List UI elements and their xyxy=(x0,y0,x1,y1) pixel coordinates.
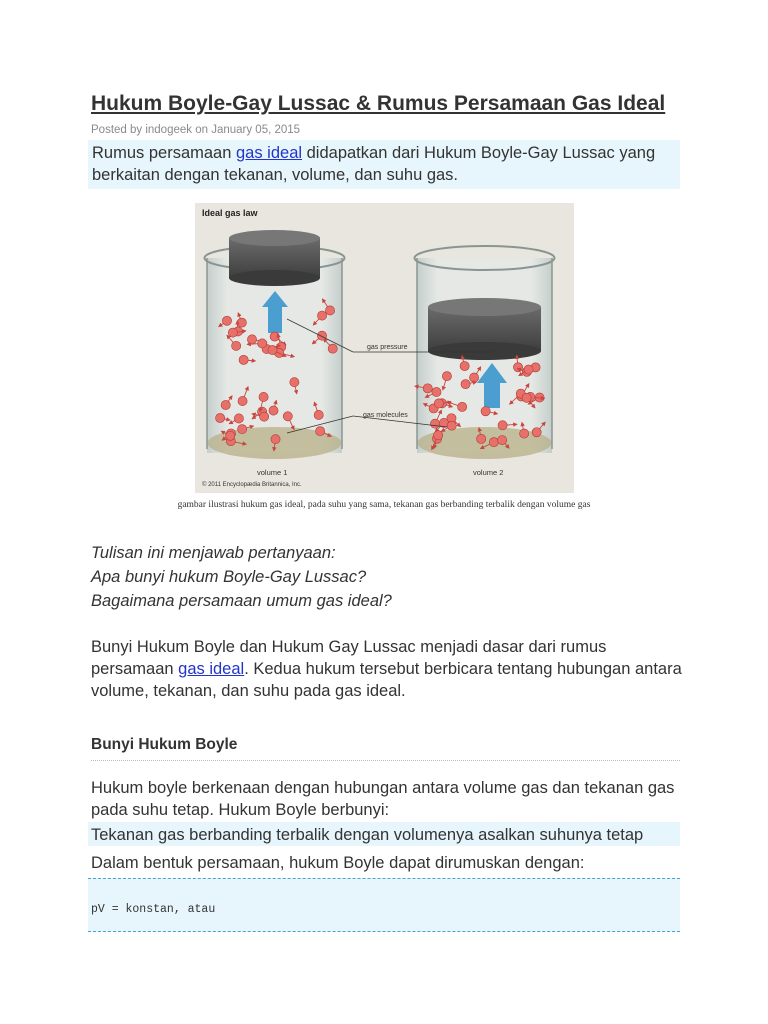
questions-line-2: Apa bunyi hukum Boyle-Gay Lussac? xyxy=(91,568,367,586)
gas-molecule xyxy=(290,378,299,387)
ideal-gas-law-figure xyxy=(195,203,574,493)
questions-line-3: Bagaimana persamaan umum gas ideal? xyxy=(91,592,392,610)
intro-text-before: Rumus persamaan xyxy=(92,144,236,162)
intro-highlight xyxy=(88,140,680,189)
gas-molecule xyxy=(234,414,243,423)
section-heading-boyle: Bunyi Hukum Boyle xyxy=(91,736,238,753)
boyle-quote: Tekanan gas berbanding terbalik dengan volumenya asalkan suhunya tetap xyxy=(91,826,644,844)
gas-molecule xyxy=(423,384,432,393)
gas-molecule xyxy=(481,407,490,416)
label-gas-molecules: gas molecules xyxy=(363,412,408,419)
gas-molecule xyxy=(283,412,292,421)
gas-molecule xyxy=(520,429,529,438)
post-byline: Posted by indogeek on January 05, 2015 xyxy=(91,124,301,136)
gas-molecule xyxy=(216,413,225,422)
gas-molecule xyxy=(460,361,469,370)
gas-molecule xyxy=(316,427,325,436)
gas-molecule xyxy=(271,435,280,444)
gas-molecule xyxy=(477,434,486,443)
gas-molecule xyxy=(226,431,235,440)
intro-paragraph xyxy=(92,142,672,186)
gas-molecule xyxy=(434,431,443,440)
gas-molecule xyxy=(430,419,439,428)
figure-copyright: © 2011 Encyclopædia Britannica, Inc. xyxy=(202,482,302,488)
gas-molecule xyxy=(268,345,277,354)
gas-molecule xyxy=(258,339,267,348)
paragraph-persamaan: Dalam bentuk persamaan, hukum Boyle dapat dirumuskan dengan: xyxy=(91,854,585,872)
gas-molecule xyxy=(259,392,268,401)
label-volume-1: volume 1 xyxy=(257,468,288,477)
gas-molecule xyxy=(325,306,334,315)
gas-molecule xyxy=(434,399,443,408)
gas-molecule xyxy=(232,341,241,350)
figure-caption: gambar ilustrasi hukum gas ideal, pada suhu yang sama, tekanan gas berbanding terbalik dengan volume gas xyxy=(177,500,591,510)
gas-molecule xyxy=(469,373,478,382)
code-block xyxy=(88,878,680,932)
gas-molecule xyxy=(524,365,533,374)
gas-molecule xyxy=(442,372,451,381)
code-text: pV = konstan, atau xyxy=(91,903,216,916)
questions-line-1: Tulisan ini menjawab pertanyaan: xyxy=(91,544,336,562)
gas-molecule xyxy=(238,425,247,434)
gas-ideal-link[interactable]: gas ideal xyxy=(235,144,303,162)
gas-molecule xyxy=(270,332,279,341)
gas-molecule xyxy=(328,344,337,353)
gas-molecule xyxy=(461,380,470,389)
gas-molecule xyxy=(260,412,269,421)
para2-text-before: Bunyi Hukum Boyle dan Hukum Gay Lussac menjadi dasar dari rumus persamaan xyxy=(91,638,607,678)
figure-heading: Ideal gas law xyxy=(202,208,258,218)
gas-molecule xyxy=(532,428,541,437)
gas-molecule xyxy=(269,406,278,415)
cylinder-volume-1 xyxy=(205,230,345,459)
ideal-gas-illustration xyxy=(195,203,574,493)
para2-text-after: . Kedua hukum tersebut berbicara tentang hubungan antara volume, tekanan, dan suhu pada gas ideal. xyxy=(91,660,682,700)
paragraph-dasar xyxy=(91,636,683,702)
gas-molecule xyxy=(513,363,522,372)
gas-molecule xyxy=(247,335,256,344)
gas-ideal-link-2[interactable]: gas ideal xyxy=(178,660,245,678)
quote-highlight xyxy=(88,822,680,846)
section-divider xyxy=(91,760,680,761)
gas-molecule xyxy=(221,400,230,409)
article-title[interactable]: Hukum Boyle-Gay Lussac & Rumus Persamaan Gas Ideal xyxy=(91,92,666,115)
gas-molecule xyxy=(522,393,531,402)
gas-molecule xyxy=(498,421,507,430)
gas-molecule xyxy=(432,387,441,396)
label-volume-2: volume 2 xyxy=(473,468,504,477)
label-gas-pressure: gas pressure xyxy=(367,344,408,351)
gas-molecule xyxy=(239,355,248,364)
gas-molecule xyxy=(237,318,246,327)
gas-molecule xyxy=(458,402,467,411)
gas-molecule xyxy=(447,421,456,430)
gas-molecule xyxy=(317,311,326,320)
gas-molecule xyxy=(317,331,326,340)
intro-text-after: didapatkan dari Hukum Boyle-Gay Lussac yang berkaitan dengan tekanan, volume, dan suhu gas. xyxy=(92,144,656,184)
gas-molecule xyxy=(314,410,323,419)
gas-molecule xyxy=(222,316,231,325)
gas-molecule xyxy=(228,328,237,337)
gas-molecule xyxy=(489,438,498,447)
paragraph-boyle: Hukum boyle berkenaan dengan hubungan antara volume gas dan tekanan gas pada suhu tetap. Hukum Boyle berbunyi: xyxy=(91,779,675,819)
gas-molecule xyxy=(238,396,247,405)
gas-molecule xyxy=(498,435,507,444)
